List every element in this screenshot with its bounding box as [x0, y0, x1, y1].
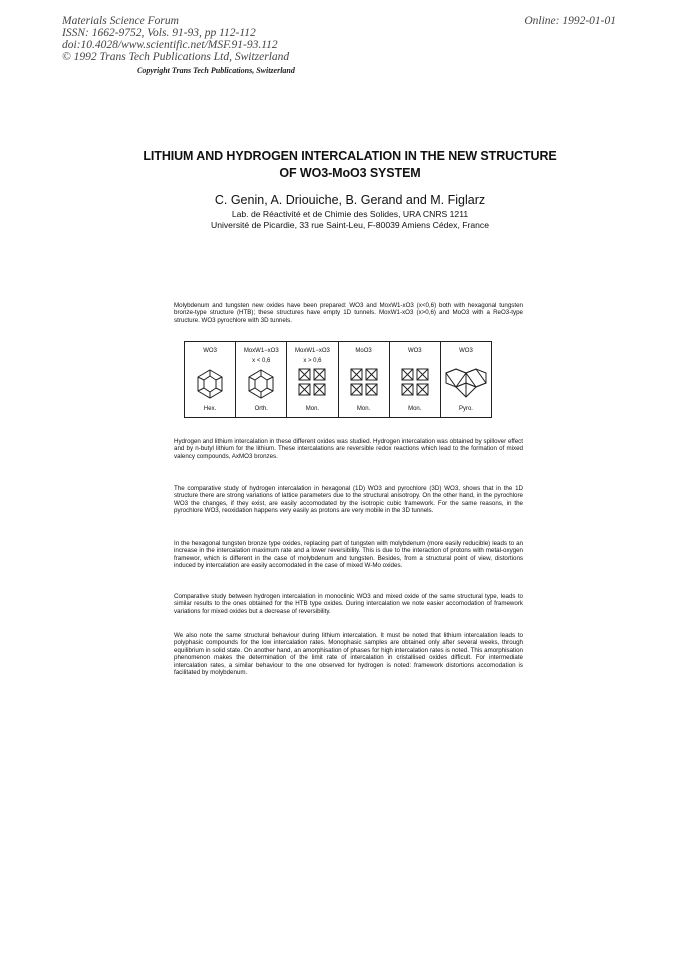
cubic-structure-icon — [400, 367, 430, 397]
structure-condition: x < 0,6 — [252, 358, 271, 364]
copyright-stamp: Copyright Trans Tech Publications, Switzerland — [137, 66, 295, 75]
structure-cell — [185, 342, 236, 417]
citation-header — [62, 15, 289, 63]
online-date: Online: 1992-01-01 — [524, 15, 616, 27]
structure-label: Mon. — [356, 406, 371, 412]
title-line-2: OF WO3-MoO3 SYSTEM — [279, 166, 421, 180]
cubic-structure-icon — [349, 367, 379, 397]
structure-label: Pyro. — [458, 406, 473, 412]
structure-formula: MoxW1−xO3 — [243, 348, 279, 354]
issn-line: ISSN: 1662-9752, Vols. 91-93, pp 112-112 — [62, 27, 256, 39]
structure-formula: MoO3 — [355, 348, 372, 354]
body-paragraph: We also note the same structural behaviour during lithium intercalation. It must be noted that lithium intercalation leads to polyphasic compounds for the low intercalation rates. Monophasic samples are obtained only after several weeks, through equilibrium in solid state. On another hand, an amorphisation of phases for high intercalation rates is noted. This amorphisation phenomenon makes the determination of the limit rate of intercalation in cristallised oxides difficult. For intermediate intercalation rates, a similar behaviour to the one observed for hydrogen is noted: framework distortions accomodation is facilitated by molybdenum. — [174, 632, 523, 677]
structure-label: Hex. — [203, 406, 217, 412]
structure-label: Orth. — [254, 406, 268, 412]
structure-cell — [236, 342, 287, 417]
structure-formula: WO3 — [203, 348, 217, 354]
affiliation-line-1: Lab. de Réactivité et de Chimie des Solides, URA CNRS 1211 — [231, 209, 469, 219]
doi-line: doi:10.4028/www.scientific.net/MSF.91-93.112 — [62, 39, 278, 51]
hexagonal-structure-icon — [244, 367, 278, 401]
body-paragraph: Comparative study between hydrogen intercalation in monoclinic WO3 and mixed oxide of the same structural type, leads to similar results to the ones obtained for the HTB type oxides. During intercalation we note easier accomodation of framework variations for mixed oxides but a decrease of reversibility. — [174, 593, 523, 615]
body-paragraph: Hydrogen and lithium intercalation in these different oxides was studied. Hydrogen intercalation was obtained by spillover effect and by n-butyl lithium for the lithium. These intercalations are reversible redox reactions which lead to the formation of mixed valency compounds, AxMO3 bronzes. — [174, 438, 523, 460]
structure-figure — [184, 341, 492, 418]
structure-condition: x > 0,6 — [303, 358, 322, 364]
structure-cell — [287, 342, 338, 417]
structure-cell — [441, 342, 491, 417]
hexagonal-structure-icon — [193, 367, 227, 401]
affiliation — [80, 209, 620, 231]
body-paragraph: The comparative study of hydrogen intercalation in hexagonal (1D) WO3 and pyrochlore (3D) WO3, shows that in the 1D structure there are strong variations of lattice parameters due to the structural anisotropy. On the other hand, in the pyrochlore WO3 the changes, if they exist, are easily accomodated by the isotropic cubic framework. For the same reasons, in the pyrochlore WO3, reoxidation happens very easily as protons are very mobile in the 3D tunnels. — [174, 485, 523, 515]
abstract-paragraph: Molybdenum and tungsten new oxides have been prepared: WO3 and MoxW1-xO3 (x<0,6) both with hexagonal tungsten bronze-type structure (HTB); these structures have empty 1D tunnels. MoxW1-xO3 (x>0,6) and MoO3 with a ReO3-type structure. WO3 pyrochlore with 3D tunnels. — [174, 302, 523, 324]
structure-label: Mon. — [408, 406, 422, 412]
body-paragraph: In the hexagonal tungsten bronze type oxides, replacing part of tungsten with molybdenum (more easily reducible) leads to an increase in the intercalation maximum rate and a lower reversibility. This is due to the interaction of protons with metal-oxygen framewor, which is different in the case of molybdenum and tungsten. Besides, from a structural point of view, distortions induced by intercalation are easily accomodated in the case of mixed W-Mo oxides. — [174, 540, 523, 570]
structure-formula: WO3 — [459, 348, 473, 354]
structure-formula: WO3 — [407, 348, 422, 354]
structure-formula: MoxW1−xO3 — [295, 348, 330, 354]
structure-cell — [339, 342, 390, 417]
title-line-1: LITHIUM AND HYDROGEN INTERCALATION IN THE NEW STRUCTURE — [143, 149, 557, 163]
paper-title — [80, 148, 620, 182]
affiliation-line-2: Université de Picardie, 33 rue Saint-Leu, F-80039 Amiens Cédex, France — [210, 220, 489, 230]
copyright-line: © 1992 Trans Tech Publications Ltd, Switzerland — [62, 51, 290, 63]
structure-cell — [390, 342, 441, 417]
authors: C. Genin, A. Driouiche, B. Gerand and M. Figlarz — [214, 193, 486, 207]
cubic-structure-icon — [297, 367, 327, 397]
pyrochlore-structure-icon — [444, 367, 488, 399]
structure-label: Mon. — [305, 406, 320, 412]
journal-name: Materials Science Forum — [62, 15, 179, 27]
